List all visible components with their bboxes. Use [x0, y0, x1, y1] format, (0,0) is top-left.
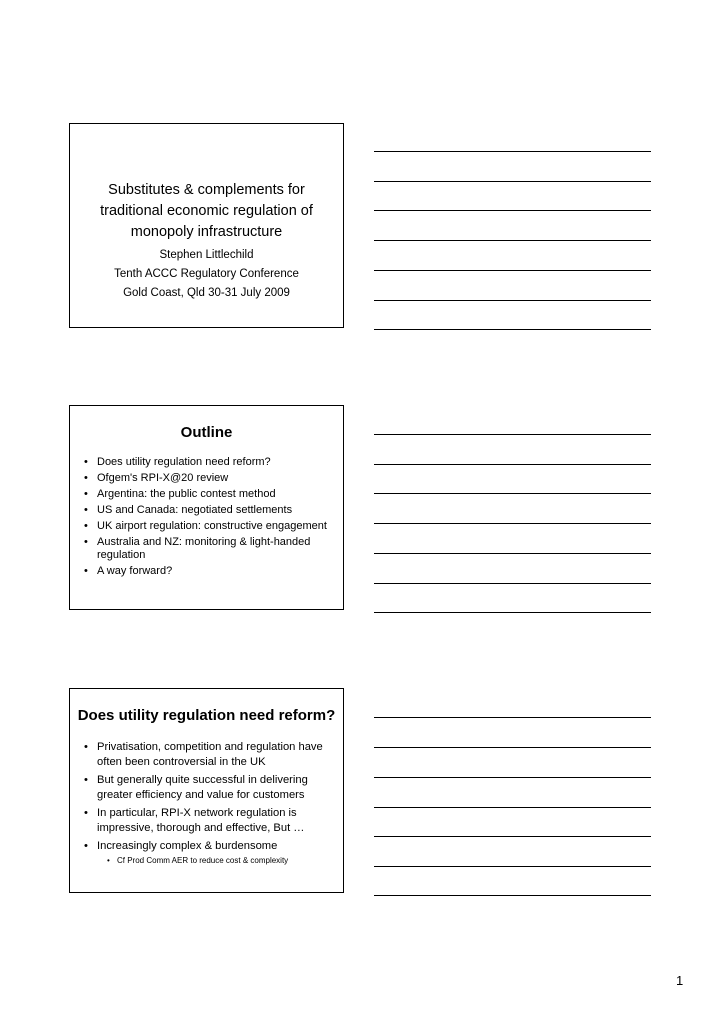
note-line	[374, 464, 651, 465]
note-line	[374, 210, 651, 211]
author: Stephen Littlechild	[159, 249, 254, 261]
note-line	[374, 240, 651, 241]
note-line	[374, 553, 651, 554]
note-line	[374, 270, 651, 271]
bullet-item	[84, 839, 333, 866]
note-line	[374, 836, 651, 837]
bullet-item: • UK airport regulation: constructive engagement	[84, 520, 333, 533]
note-line	[374, 151, 651, 152]
note-line	[374, 300, 651, 301]
title-block	[70, 180, 343, 303]
slide-heading: Outline	[180, 424, 233, 441]
bullet-item: • In particular, RPI-X network regulation is impressive, thorough and effective, But …	[84, 806, 333, 836]
note-line	[374, 747, 651, 748]
note-line	[374, 493, 651, 494]
bullet-text: Increasingly complex & burdensome	[97, 840, 278, 852]
bullet-item: • US and Canada: negotiated settlements	[84, 504, 333, 517]
note-line	[374, 717, 651, 718]
note-line	[374, 612, 651, 613]
bullet-item: • Argentina: the public contest method	[84, 488, 333, 501]
bullet-item: • But generally quite successful in delivering greater efficiency and value for customers	[84, 773, 333, 803]
bullet-list	[84, 456, 333, 581]
bullet-item: • A way forward?	[84, 565, 333, 578]
slide-heading: Does utility regulation need reform?	[77, 707, 336, 724]
slide-3	[69, 688, 344, 893]
note-line	[374, 583, 651, 584]
note-line	[374, 523, 651, 524]
bullet-item: • Australia and NZ: monitoring & light-handed regulation	[84, 536, 333, 562]
note-line	[374, 329, 651, 330]
event-name: Tenth ACCC Regulatory Conference	[114, 268, 299, 280]
presentation-title: Substitutes & complements for traditional economic regulation of monopoly infrastructure	[100, 182, 313, 240]
sub-bullet-list	[97, 856, 333, 866]
bullet-item: • Ofgem's RPI-X@20 review	[84, 472, 333, 485]
note-line	[374, 807, 651, 808]
sub-bullet-item: • Cf Prod Comm AER to reduce cost & complexity	[107, 856, 333, 866]
bullet-item: • Does utility regulation need reform?	[84, 456, 333, 469]
note-line	[374, 181, 651, 182]
location-date: Gold Coast, Qld 30-31 July 2009	[123, 287, 290, 299]
bullet-list	[84, 740, 333, 869]
slide-2	[69, 405, 344, 610]
bullet-item: • Privatisation, competition and regulation have often been controversial in the UK	[84, 740, 333, 770]
slide-1	[69, 123, 344, 328]
note-line	[374, 434, 651, 435]
note-line	[374, 895, 651, 896]
page-number: 1	[676, 973, 684, 988]
note-line	[374, 777, 651, 778]
note-line	[374, 866, 651, 867]
